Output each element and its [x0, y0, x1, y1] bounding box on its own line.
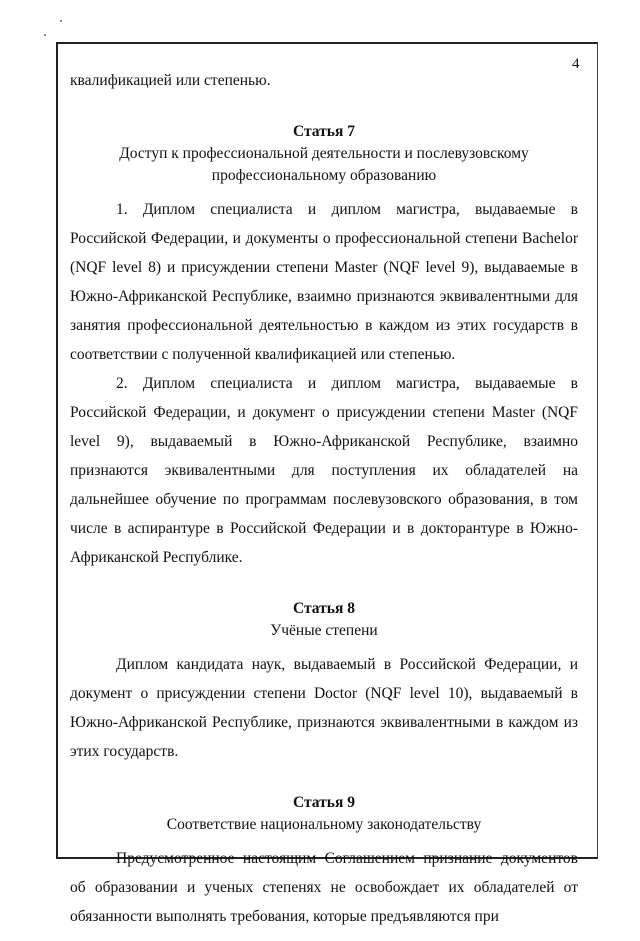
article-paragraph: 1. Диплом специалиста и диплом магистра, выдаваемые в Российской Федерации, и документы о профессиональной степени Bachelor (NQF level 8) и присуждении степени Master (NQF level 9), выдаваемые в Южно-Африканской Республике, взаимно признаются эквивалентными для занятия профессиональной деятельностью в каждом из этих государств в соответствии с полученной квалификацией или степенью.: [70, 201, 578, 363]
article-title: Статья 9: [293, 794, 355, 811]
article-7: [70, 121, 578, 572]
page-number: 4: [572, 56, 580, 72]
article-8: [70, 598, 578, 766]
intro-text: квалификацией или степенью.: [70, 72, 271, 89]
document-body: [70, 66, 578, 941]
article-subtitle: Доступ к профессиональной деятельности и послевузовскому: [119, 145, 529, 162]
article-9: [70, 792, 578, 931]
article-paragraph: 2. Диплом специалиста и диплом магистра, выдаваемые в Российской Федерации, и документ о присуждении степени Master (NQF level 9), выдаваемый в Южно-Африканской Республике, взаимно признаются эквивалентными для поступления их обладателей на дальнейшее обучение по программам послевузовского образования, в том числе в аспирантуре в Российской Федерации и в докторантуре в Южно-Африканской Республике.: [70, 375, 578, 566]
article-paragraph: Диплом кандидата наук, выдаваемый в Российской Федерации, и документ о присуждении степени Doctor (NQF level 10), выдаваемый в Южно-Африканской Республике, признаются эквивалентными в каждом из этих государств.: [70, 656, 578, 760]
article-subtitle: профессиональному образованию: [211, 167, 437, 184]
scan-speck: [60, 20, 62, 22]
article-subtitle: Учёные степени: [270, 622, 378, 639]
article-subtitle: Соответствие национальному законодательству: [166, 816, 482, 833]
article-title: Статья 8: [293, 600, 355, 617]
scan-speck: [44, 34, 46, 36]
article-paragraph: Предусмотренное настоящим Соглашением признание документов об образовании и ученых степенях не освобождает их обладателей от обязанности выполнять требования, которые предъявляются при: [70, 850, 578, 925]
article-title: Статья 7: [293, 123, 355, 140]
